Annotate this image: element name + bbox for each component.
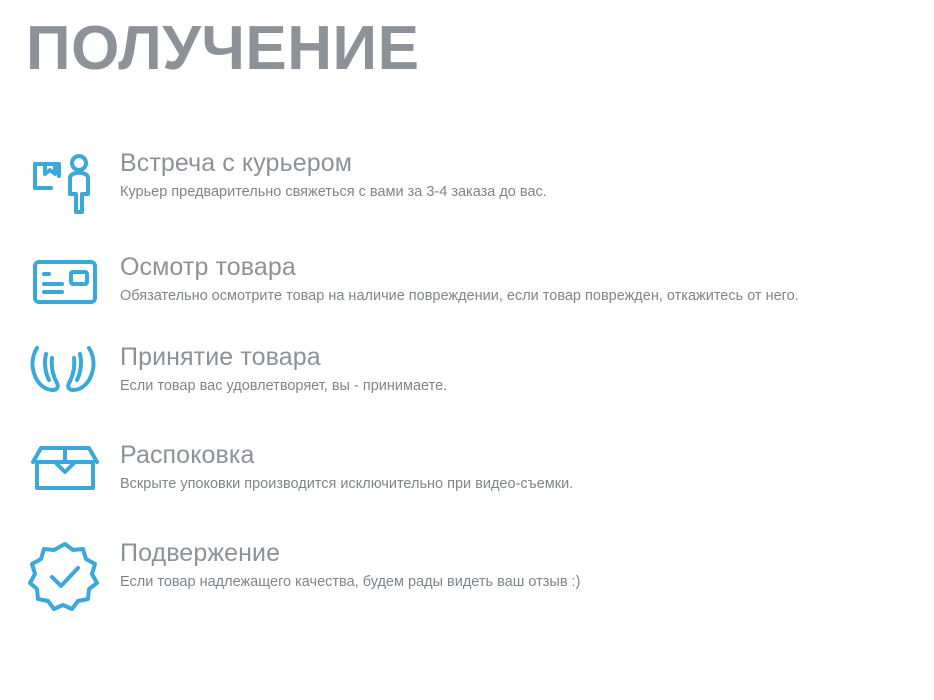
steps-list	[0, 148, 934, 604]
list-item	[0, 342, 934, 408]
list-item-text	[104, 148, 934, 203]
list-item-title: Распоковка	[120, 441, 255, 469]
list-item-text	[104, 252, 934, 307]
verified-check-icon	[26, 538, 104, 604]
list-item-description: Обязательно осмотрите товар на наличие повреждении, если товар поврежден, откажитесь от него.	[120, 288, 799, 304]
page-title: ПОЛУЧЕНИЕ	[26, 14, 420, 83]
list-item-title: Принятие товара	[120, 343, 321, 371]
courier-meeting-icon	[26, 148, 104, 214]
list-item-text	[104, 342, 934, 397]
list-item	[0, 538, 934, 604]
list-item-title: Встреча с курьером	[120, 149, 352, 177]
list-item-title: Подвержение	[120, 539, 281, 567]
list-item-title: Осмотр товара	[120, 253, 296, 281]
list-item-description: Если товар надлежащего качества, будем рады видеть ваш отзыв :)	[120, 574, 581, 590]
list-item-description: Курьер предварительно свяжеться с вами за 3-4 заказа до вас.	[120, 184, 547, 200]
list-item	[0, 440, 934, 506]
package-inspection-icon	[26, 252, 104, 318]
list-item	[0, 148, 934, 214]
list-item-description: Вскрыте упоковки производится исключительно при видео-съемки.	[120, 476, 574, 492]
list-item	[0, 252, 934, 318]
list-item-text	[104, 440, 934, 495]
open-box-icon	[26, 440, 104, 506]
list-item-text	[104, 538, 934, 593]
hands-accept-icon	[26, 342, 104, 408]
list-item-description: Если товар вас удовлетворяет, вы - принимаете.	[120, 378, 448, 394]
